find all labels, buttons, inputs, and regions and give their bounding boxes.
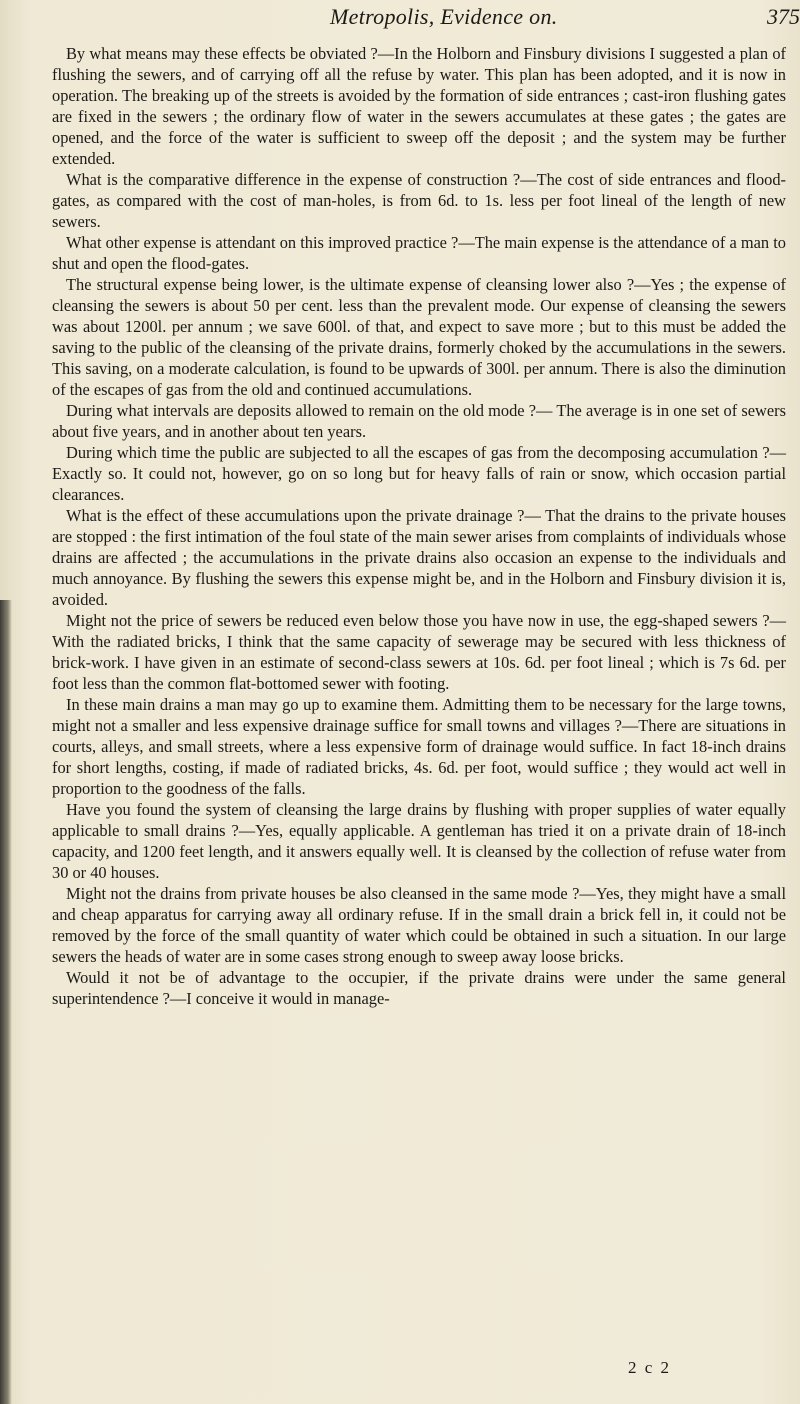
paragraph: By what means may these effects be obviated ?—In the Holborn and Finsbury divisions I suggested a plan of flushing the sewers, and of carrying off all the refuse by water. This plan has been adopted, and it is now in operation. The breaking up of the streets is avoided by the formation of side entrances ; cast-iron flushing gates are fixed in the sewers ; the ordinary flow of water in the sewers accumulates at these gates ; the gates are opened, and the force of the water is sufficient to sweep off the deposit ; and the system may be further extended. <box>52 44 786 168</box>
paragraph: Have you found the system of cleansing the large drains by flushing with proper supplies of water equally applicable to small drains ?—Yes, equally applicable. A gentleman has tried it on a private drain of 18-inch capacity, and 1200 feet length, and it answers equally well. It is cleansed by the collection of refuse water from 30 or 40 houses. <box>52 800 786 882</box>
paragraph: Might not the drains from private houses be also cleansed in the same mode ?—Yes, they might have a small and cheap apparatus for carrying away all ordinary refuse. If in the small drain a brick fell in, it could not be removed by the force of the small quantity of water which could be obtained in such a situation. In our large sewers the heads of water are in some cases strong enough to sweep away loose bricks. <box>52 884 786 966</box>
running-title: Metropolis, Evidence on. <box>330 4 558 29</box>
page-number: 375 <box>767 4 800 29</box>
paragraph: What other expense is attendant on this improved practice ?—The main expense is the attendance of a man to shut and open the flood-gates. <box>52 233 786 273</box>
page-header <box>330 4 800 38</box>
paragraph: Might not the price of sewers be reduced even below those you have now in use, the egg-shaped sewers ?—With the radiated bricks, I think that the same capacity of sewerage may be secured with less thickness of brick-work. I have given in an estimate of second-class sewers at 10s. 6d. per foot lineal ; which is 7s 6d. per foot less than the common flat-bottomed sewer with footing. <box>52 611 786 693</box>
paragraph: What is the effect of these accumulations upon the private drainage ?— That the drains to the private houses are stopped : the first intimation of the foul state of the main sewer arises from complaints of individuals whose drains are affected ; the accumulations in the private drains also occasion an expense to the individuals and much annoyance. By flushing the sewers this expense might be, and in the Holborn and Finsbury division it is, avoided. <box>52 506 786 609</box>
paragraph: During what intervals are deposits allowed to remain on the old mode ?— The average is in one set of sewers about five years, and in another about ten years. <box>52 401 786 441</box>
page-binding-edge <box>0 600 12 1404</box>
paragraph: What is the comparative difference in the expense of construction ?—The cost of side entrances and flood-gates, as compared with the cost of man-holes, is from 6d. to 1s. less per foot lineal of the length of new sewers. <box>52 170 786 231</box>
paragraph: During which time the public are subjected to all the escapes of gas from the decomposing accumulation ?—Exactly so. It could not, however, go on so long but for heavy falls of rain or snow, which occasion partial clearances. <box>52 443 786 504</box>
page-body-text <box>52 43 786 1009</box>
paragraph: Would it not be of advantage to the occupier, if the private drains were under the same general superintendence ?—I conceive it would in manage- <box>52 968 786 1008</box>
paragraph: In these main drains a man may go up to examine them. Admitting them to be necessary for the large towns, might not a smaller and less expensive drainage suffice for small towns and villages ?—There are situations in courts, alleys, and small streets, where a less expensive form of drainage would suffice. In fact 18-inch drains for short lengths, costing, if made of radiated bricks, 4s. 6d. per foot, would suffice ; they would act well in proportion to the goodness of the falls. <box>52 695 786 798</box>
signature-mark: 2 c 2 <box>628 1358 672 1377</box>
paragraph: The structural expense being lower, is the ultimate expense of cleansing lower also ?—Yes ; the expense of cleansing the sewers is about 50 per cent. less than the prevalent mode. Our expense of cleansing the sewers was about 1200l. per annum ; we save 600l. of that, and expect to save more ; but to this must be added the saving to the public of the cleansing of the private drains, formerly choked by the accumulations in the sewers. This saving, on a moderate calculation, is found to be upwards of 300l. per annum. There is also the diminution of the escapes of gas from the old and continued accumulations. <box>52 275 786 399</box>
